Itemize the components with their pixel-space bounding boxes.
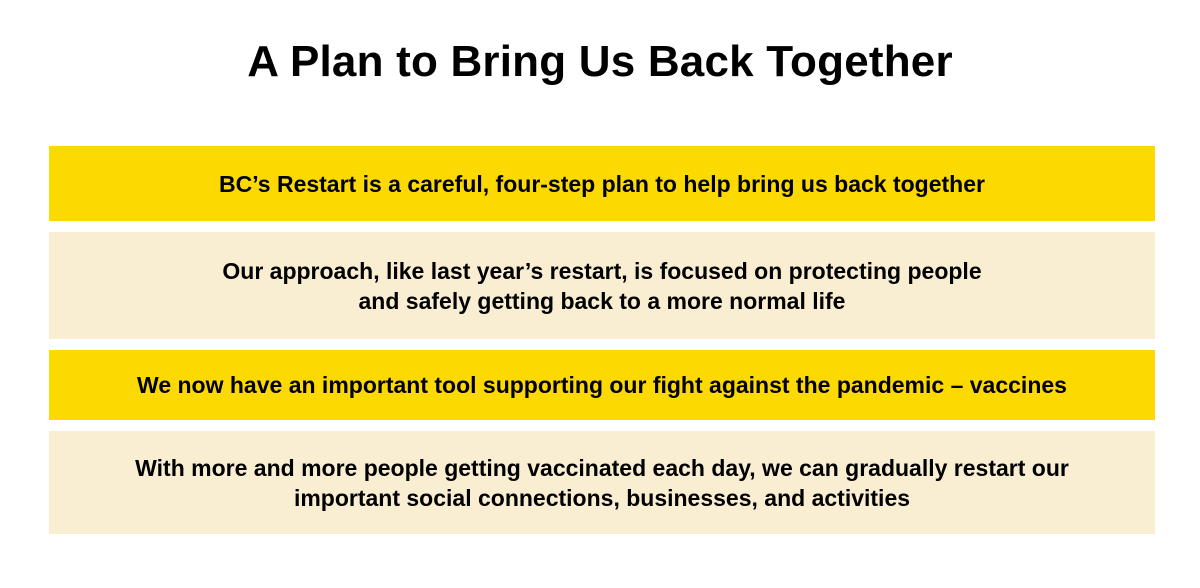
band-line: important social connections, businesses, and activities — [293, 484, 911, 511]
band-text — [137, 370, 1067, 400]
band-line: We now have an important tool supporting our fight against the pandemic – vaccines — [137, 372, 1067, 398]
restart-plan-band — [49, 146, 1155, 221]
gradual-restart-band — [49, 431, 1155, 534]
vaccines-band — [49, 350, 1155, 420]
band-text — [135, 453, 1069, 513]
band-line: Our approach, like last year’s restart, is focused on protecting people — [222, 257, 982, 284]
approach-band — [49, 232, 1155, 339]
slide-title: A Plan to Bring Us Back Together — [247, 37, 953, 86]
band-text — [219, 169, 985, 199]
band-line: BC’s Restart is a careful, four-step plan to help bring us back together — [219, 170, 985, 197]
band-text — [222, 256, 981, 316]
band-line: and safely getting back to a more normal life — [358, 287, 846, 314]
band-line: With more and more people getting vaccinated each day, we can gradually restart our — [135, 454, 1069, 481]
